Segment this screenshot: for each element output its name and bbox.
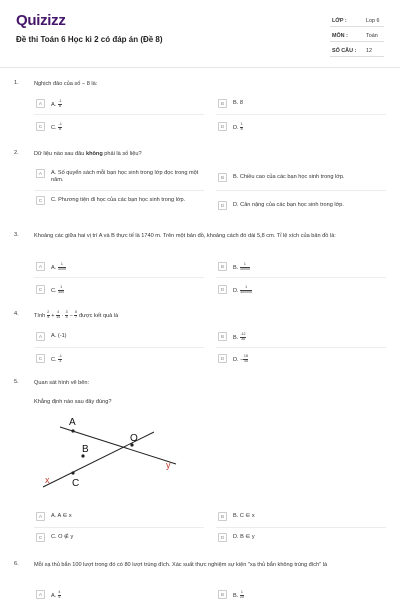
fraction: [240, 333, 246, 342]
label-y: y: [166, 460, 171, 470]
operator: +: [49, 312, 57, 319]
numerator: 1: [58, 263, 66, 268]
option-label: C. O ∉ y: [51, 534, 74, 540]
point-a: [71, 429, 74, 432]
denominator: 7: [74, 314, 77, 319]
fraction: [240, 263, 250, 272]
divider: [330, 56, 384, 57]
fraction: [58, 263, 66, 272]
fraction: [58, 100, 62, 109]
meta-label: MÔN :: [332, 33, 348, 39]
option-letter-box: B: [218, 262, 227, 271]
numerator: -1: [58, 354, 62, 358]
option-label: D. −: [233, 356, 244, 363]
option-text: [51, 170, 201, 184]
numerator: 4: [58, 590, 61, 594]
numerator: -1: [58, 122, 62, 126]
question-text-part: Dữ liệu nào sau đâu: [34, 151, 86, 157]
option-text: [51, 197, 201, 204]
option-letter-box: A: [36, 332, 45, 341]
numerator: 1: [240, 286, 252, 291]
option-label: A.: [51, 592, 58, 599]
meta-value: Toán: [366, 33, 378, 39]
quizizz-logo: Quizizz: [16, 12, 66, 29]
option-text: [51, 333, 67, 340]
option-label: A.: [51, 101, 58, 108]
question-text: Nghịch đảo của số − 8 là:: [34, 81, 98, 87]
denominator: 35: [243, 358, 248, 363]
label-c: C: [72, 478, 80, 489]
option-text: [51, 263, 66, 272]
divider: [216, 277, 386, 278]
option-letter-box: A: [36, 99, 45, 108]
option-text: [233, 174, 345, 181]
keyword: không: [85, 151, 103, 157]
option-text: [233, 355, 248, 364]
denominator: 8: [58, 103, 61, 108]
numerator: 1: [240, 122, 243, 126]
option-letter-box: A: [36, 590, 45, 599]
option-text: [233, 100, 243, 107]
option-letter-box: D: [218, 122, 227, 131]
denominator: 3000: [57, 266, 66, 271]
denominator: 8: [59, 126, 62, 131]
option-letter-box: B: [218, 590, 227, 599]
option-text: [233, 591, 244, 600]
option-text: [51, 534, 73, 541]
option-letter-box: B: [218, 512, 227, 521]
option-text: [51, 513, 72, 520]
geometry-figure: [36, 413, 186, 495]
option-letter-box: B: [218, 332, 227, 341]
divider: [216, 347, 386, 348]
option-letter-box: C: [36, 122, 45, 131]
denominator: 3: [59, 358, 62, 363]
denominator: 5: [58, 594, 61, 599]
numerator: 3: [65, 310, 68, 314]
question-number: 5.: [14, 379, 19, 385]
denominator: 5: [47, 314, 50, 319]
question-text: Mỗi xạ thủ bắn 100 lượt trong đó có 80 lượt trúng đích. Xác suất thực nghiệm sự kiện "xạ thủ bắn không trúng đích" là: [34, 562, 328, 568]
option-text: [233, 513, 255, 520]
question-text-part: phải là số liệu?: [102, 151, 142, 157]
operator: −: [68, 312, 75, 319]
divider: [34, 190, 204, 191]
fraction: [58, 286, 64, 295]
option-label: A. (-1): [51, 333, 67, 339]
divider: [34, 277, 204, 278]
option-letter-box: D: [218, 354, 227, 363]
divider: [216, 527, 386, 528]
option-label: B.: [233, 334, 240, 341]
option-letter-box: A: [36, 512, 45, 521]
numerator: 1: [60, 285, 63, 289]
question-text: [34, 311, 390, 320]
label-x: x: [45, 475, 50, 485]
page-title: Đề thi Toán 6 Học kì 2 có đáp án (Đề 8): [16, 35, 163, 44]
numerator: 1: [240, 263, 250, 268]
question-number: 2.: [14, 150, 19, 156]
fraction: [240, 286, 252, 295]
numerator: 18: [243, 354, 248, 358]
option-label: B. Chiều cao của các bạn học sinh trong lớp.: [233, 174, 345, 180]
option-text: [233, 333, 246, 342]
option-letter-box: D: [218, 201, 227, 210]
option-label: B.: [233, 264, 240, 271]
question-text-part: được kết quả là: [79, 312, 119, 319]
line-y: [60, 427, 176, 464]
numerator: 1: [240, 590, 243, 594]
option-letter-box: C: [36, 533, 45, 542]
meta-label: SỐ CÂU :: [332, 48, 357, 54]
option-label: A. A ∈ x: [51, 513, 72, 519]
divider: [330, 26, 384, 27]
operator: ·: [60, 312, 66, 319]
option-text: [51, 355, 62, 364]
option-label: B. C ∈ x: [233, 513, 255, 519]
option-letter-box: B: [218, 173, 227, 182]
option-letter-box: A: [36, 262, 45, 271]
question-text: Quan sát hình vẽ bên:: [34, 380, 90, 386]
option-label: C.: [51, 356, 59, 363]
option-text: [233, 123, 243, 132]
option-label: D. B ∈ y: [233, 534, 255, 540]
question-number: 1.: [14, 80, 19, 86]
denominator: 8: [240, 126, 243, 131]
option-letter-box: A: [36, 169, 45, 178]
question-subtext: Khẳng định nào sau đây đúng?: [34, 399, 112, 405]
option-label: A.: [51, 264, 58, 271]
denominator: 300: [58, 289, 65, 294]
option-label: B.: [233, 592, 240, 599]
option-text: [51, 286, 64, 295]
question-number: 6.: [14, 561, 19, 567]
option-label: D. Cân nặng của các bạn học sinh trong lớp.: [233, 202, 344, 208]
option-text: [51, 123, 62, 132]
meta-label: LỚP :: [332, 18, 347, 24]
divider: [34, 347, 204, 348]
option-text: [233, 202, 344, 209]
fraction: [58, 591, 61, 600]
option-letter-box: C: [36, 354, 45, 363]
option-letter-box: D: [218, 533, 227, 542]
denominator: 20: [239, 594, 244, 599]
denominator: 4: [65, 314, 68, 319]
fraction: [58, 355, 62, 364]
numerator: -1: [58, 99, 62, 103]
option-letter-box: C: [36, 196, 45, 205]
fraction: [240, 591, 244, 600]
label-a: A: [69, 417, 76, 428]
divider: [216, 190, 386, 191]
option-text: [233, 263, 250, 272]
option-text: [233, 286, 252, 295]
fraction: [74, 311, 77, 320]
question-text: Khoảng các giữa hai vị trí A và B thực tế là 1740 m. Trên một bản đồ, khoảng cách đó dài 5,8 cm. Tỉ lệ xích của bản đồ là:: [34, 233, 336, 239]
divider: [330, 41, 384, 42]
numerator: -12: [240, 332, 246, 336]
denominator: 35: [240, 336, 245, 341]
option-label: C.: [51, 124, 59, 131]
header: [0, 0, 400, 66]
option-label: C.: [51, 287, 59, 294]
expression-lead: Tính: [34, 312, 47, 319]
denominator: 300000: [240, 289, 253, 294]
header-divider: [0, 67, 400, 68]
option-text: [233, 534, 255, 541]
fraction: [58, 123, 62, 132]
point-c: [71, 471, 74, 474]
question-text: [34, 150, 390, 158]
option-letter-box: D: [218, 285, 227, 294]
q4-expression: [34, 310, 77, 319]
option-text: [51, 100, 62, 109]
option-label: D.: [233, 287, 241, 294]
question-number: 4.: [14, 311, 19, 317]
option-label: A. Số quyển sách mỗi bạn học sinh trong lớp đọc trong một năm.: [51, 170, 199, 183]
option-label: C. Phương tiện đi học của các bạn học sinh trong lớp.: [51, 197, 186, 203]
numerator: 4: [57, 310, 60, 314]
numerator: 2: [47, 310, 50, 314]
fraction: [243, 355, 248, 364]
option-text: [51, 591, 61, 600]
divider: [34, 527, 204, 528]
meta-value: Lop 6: [366, 18, 380, 24]
denominator: 30000: [239, 266, 250, 271]
option-letter-box: B: [218, 99, 227, 108]
numerator: 6: [74, 310, 77, 314]
denominator: 15: [56, 314, 61, 319]
divider: [34, 114, 204, 115]
fraction: [240, 123, 243, 132]
divider: [216, 114, 386, 115]
question-number: 3.: [14, 232, 19, 238]
meta-value: 12: [366, 48, 372, 54]
option-letter-box: C: [36, 285, 45, 294]
option-label: B. 8: [233, 100, 243, 106]
option-label: D.: [233, 124, 241, 131]
label-b: B: [82, 444, 89, 455]
label-o: O: [130, 433, 138, 444]
